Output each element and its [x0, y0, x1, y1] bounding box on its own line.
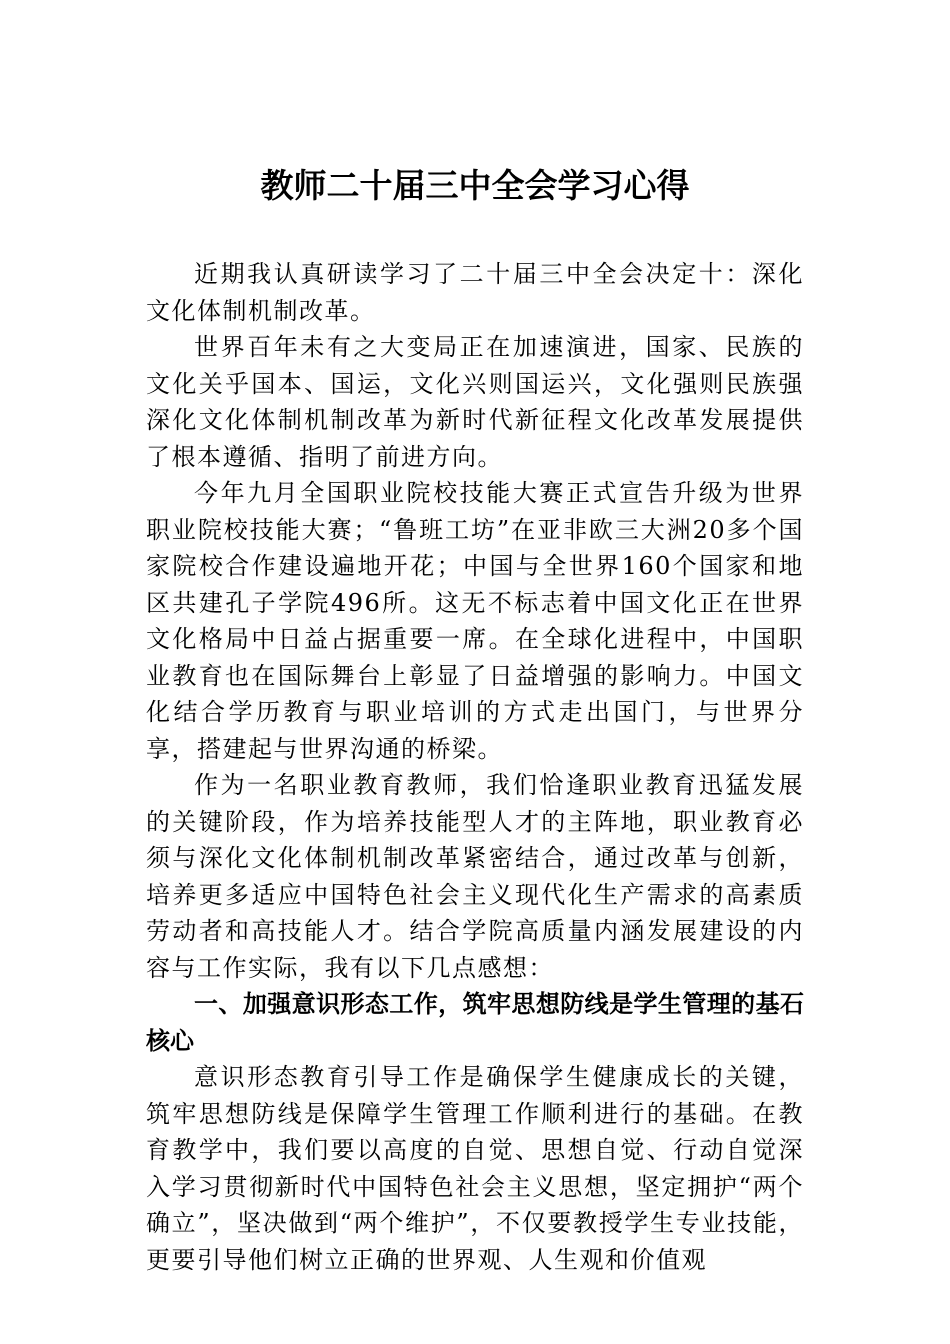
paragraph-world-change: 世界百年未有之大变局正在加速演进，国家、民族的文化关乎国本、国运，文化兴则国运兴，文化强则民族强深化文化体制机制改革为新时代新征程文化改革发展提供了根本遵循、指明了前进方向。 [146, 333, 804, 471]
paragraph-ideology: 意识形态教育引导工作是确保学生健康成长的关键，筑牢思想防线是保障学生管理工作顺利进行的基础。在教育教学中，我们要以高度的自觉、思想自觉、行动自觉深入学习贯彻新时代中国特色社会主义思想，坚定拥护“两个确立”，坚决做到“两个维护”，不仅要教授学生专业技能，更要引导他们树立正确的世界观、人生观和价值观 [146, 1063, 804, 1274]
document-title: 教师二十届三中全会学习心得 [260, 166, 690, 205]
section-heading: 一、加强意识形态工作，筑牢思想防线是学生管理的基石核心 [146, 990, 804, 1055]
document-body [146, 256, 804, 1278]
paragraph-teacher-role: 作为一名职业教育教师，我们恰逢职业教育迅猛发展的关键阶段，作为培养技能型人才的主阵地，职业教育必须与深化文化体制机制改革紧密结合，通过改革与创新，培养更多适应中国特色社会主义现代化生产需求的高素质劳动者和高技能人才。结合学院高质量内涵发展建设的内容与工作实际，我有以下几点感想： [146, 771, 804, 982]
paragraph-vocational-contest: 今年九月全国职业院校技能大赛正式宣告升级为世界职业院校技能大赛；“鲁班工坊”在亚非欧三大洲20多个国家院校合作建设遍地开花；中国与全世界160个国家和地区共建孔子学院496所。这无不标志着中国文化正在世界文化格局中日益占据重要一席。在全球化进程中，中国职业教育也在国际舞台上彰显了日益增强的影响力。中国文化结合学历教育与职业培训的方式走出国门，与世界分享，搭建起与世界沟通的桥梁。 [146, 479, 804, 763]
paragraph-intro: 近期我认真研读学习了二十届三中全会决定十：深化文化体制机制改革。 [146, 260, 804, 325]
